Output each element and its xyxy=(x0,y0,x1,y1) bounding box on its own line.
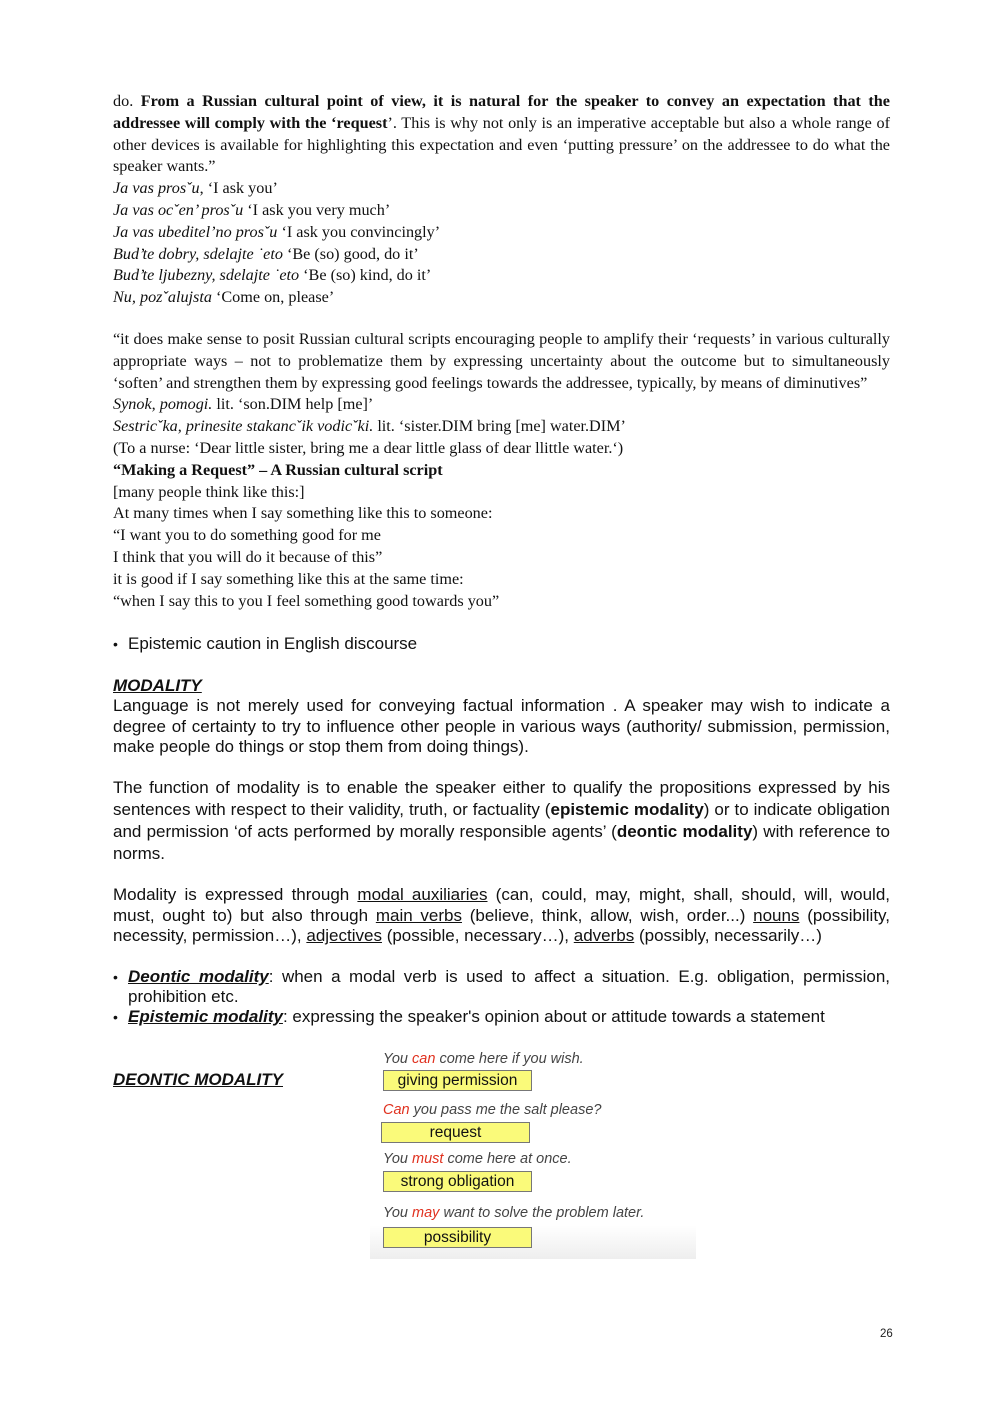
diminutive-gloss: lit. ‘sister.DIM bring [me] water.DIM’ xyxy=(373,417,626,436)
example-russian: Ja vas ocˇen’ prosˇu xyxy=(113,200,244,219)
nurse-translation: (To a nurse: ‘Dear little sister, bring me a dear little glass of dear llittle water.‘) xyxy=(113,438,624,457)
bullet-dot-icon: • xyxy=(113,1009,118,1026)
modal-verb: Can xyxy=(383,1101,410,1118)
script-title-text: “Making a Request” – A Russian cultural script xyxy=(113,460,443,479)
example-russian: Bud’te dobry, sdelajte ˙eto xyxy=(113,244,283,263)
sentence-text: You xyxy=(383,1050,413,1067)
p2-deontic-term: deontic modality xyxy=(616,822,753,842)
p3-text: (possibly, necessarily…) xyxy=(634,926,822,946)
example-gloss: ‘I ask you very much’ xyxy=(243,200,391,219)
function-tag: strong obligation xyxy=(383,1171,532,1192)
modality-paragraph-3 xyxy=(113,885,890,946)
script-title xyxy=(113,460,890,482)
example-sentence xyxy=(383,1051,584,1067)
diminutive-russian: Synok, pomogi. xyxy=(113,395,213,414)
spacer xyxy=(113,1028,890,1048)
bullet-dot-icon: • xyxy=(113,636,118,653)
example-line xyxy=(113,287,890,309)
example-russian: Bud’te ljubezny, sdelajte ˙eto xyxy=(113,266,300,285)
intro-rest: ’. This is why not only is an imperative acceptable but also a whole range of other devices is available for highlighting this expectation and even ‘putting pressure’ on the addressee to do what the speaker wants.” xyxy=(113,113,890,176)
example-line xyxy=(113,178,890,200)
function-tag: giving permission xyxy=(383,1070,532,1091)
modal-verb: may xyxy=(412,1204,440,1221)
spacer xyxy=(113,947,890,967)
p3-text: (believe, think, allow, wish, order...) xyxy=(461,905,754,925)
p3-modal-auxiliaries: modal auxiliaries xyxy=(357,885,488,905)
function-tag: possibility xyxy=(383,1227,532,1248)
example-gloss: ‘Be (so) good, do it’ xyxy=(282,244,419,263)
sentence-text: come here if you wish. xyxy=(435,1050,584,1067)
sentence-text: you pass me the salt please? xyxy=(409,1101,602,1118)
script-line: “when I say this to you I feel something good towards you” xyxy=(113,591,500,610)
spacer xyxy=(113,612,890,634)
p2-text: ) with reference to norms. xyxy=(113,822,890,864)
modal-verb: must xyxy=(412,1150,444,1167)
p3-nouns: nouns xyxy=(753,905,800,925)
example-gloss: ‘I ask you convincingly’ xyxy=(277,222,441,241)
cultural-scripts-quote: “it does make sense to posit Russian cultural scripts encouraging people to amplify their ‘requests’ in various culturally appropriate ways – not to problematize them by expressing uncertainty about the outcome but to simultaneously ‘soften’ and strengthen them by expressing good feelings towards the addressee, typically, by means of diminutives” xyxy=(113,329,890,392)
intro-bold-claim: From a Russian cultural point of view, it is natural for the speaker to convey an expectation that the addressee will comply with the ‘request xyxy=(113,92,890,132)
script-line: it is good if I say something like this at the same time: xyxy=(113,569,464,588)
deontic-examples-figure xyxy=(370,1048,696,1259)
spacer xyxy=(113,757,890,777)
p3-text: (can, could, may, might, shall, should, will, would, must, ought to) but also through xyxy=(113,885,890,925)
p3-text: Modality is expressed through xyxy=(113,885,358,905)
script-line: “I want you to do something good for me xyxy=(113,526,381,545)
bullet-text: Epistemic caution in English discourse xyxy=(128,634,418,654)
diminutive-example xyxy=(113,416,890,438)
example-gloss: ‘Be (so) kind, do it’ xyxy=(299,266,432,285)
spacer xyxy=(113,865,890,885)
function-tag: request xyxy=(381,1122,530,1143)
example-sentence xyxy=(383,1205,644,1221)
deontic-definition: : when a modal verb is used to affect a situation. E.g. obligation, permission, prohibition etc. xyxy=(128,966,890,1006)
deontic-heading: DEONTIC MODALITY xyxy=(113,1069,283,1089)
example-russian: Nu, pozˇalujsta xyxy=(113,288,212,307)
p3-adjectives: adjectives xyxy=(306,926,382,946)
sentence-text: You xyxy=(383,1204,413,1221)
bullet-deontic-modality xyxy=(113,967,890,1008)
example-line xyxy=(113,244,890,266)
intro-lead: do. xyxy=(113,92,141,110)
epistemic-term: Epistemic modality xyxy=(128,1007,283,1027)
example-russian: Ja vas ubeditel’no prosˇu xyxy=(113,222,278,241)
example-line xyxy=(113,222,890,244)
example-gloss: , ‘I ask you’ xyxy=(199,179,278,198)
script-line: At many times when I say something like this to someone: xyxy=(113,504,493,523)
p3-main-verbs: main verbs xyxy=(375,905,462,925)
script-line: I think that you will do it because of this” xyxy=(113,547,383,566)
bullet-epistemic-caution xyxy=(113,634,890,654)
p2-epistemic-term: epistemic modality xyxy=(550,800,704,820)
script-line: [many people think like this:] xyxy=(113,482,305,501)
modality-paragraph-1: Language is not merely used for conveying factual information . A speaker may wish to indicate a degree of certainty to try to influence other people in various ways (authority/ submission, permission, make people do things or stop them from doing things). xyxy=(113,696,890,756)
intro-paragraph xyxy=(113,91,890,178)
diminutive-example xyxy=(113,394,890,416)
example-line xyxy=(113,200,890,222)
modality-heading: MODALITY xyxy=(113,675,202,695)
example-sentence xyxy=(383,1151,572,1167)
p2-text: ) or to indicate obligation and permission ‘of acts performed by morally responsible agents’ ( xyxy=(113,800,890,842)
page-number: 26 xyxy=(880,1328,893,1340)
bullet-epistemic-modality xyxy=(113,1007,890,1027)
epistemic-definition: : expressing the speaker's opinion about or attitude towards a statement xyxy=(282,1007,825,1027)
cultural-script xyxy=(113,482,890,613)
p3-adverbs: adverbs xyxy=(573,926,635,946)
modality-paragraph-2 xyxy=(113,777,890,865)
spacer xyxy=(113,309,890,329)
example-line xyxy=(113,265,890,287)
diminutive-russian: Sestricˇka, prinesite stakancˇik vodicˇki. xyxy=(113,417,374,436)
modal-verb: can xyxy=(412,1050,436,1067)
deontic-section xyxy=(113,1048,890,1263)
bullet-dot-icon: • xyxy=(113,968,118,985)
document-page xyxy=(113,91,890,1263)
sentence-text: want to solve the problem later. xyxy=(439,1204,645,1221)
p2-text: The function of modality is to enable the speaker either to qualify the propositions expressed by his sentences with respect to their validity, truth, or factuality ( xyxy=(113,778,890,820)
example-russian: Ja vas prosˇu xyxy=(113,179,200,198)
spacer xyxy=(113,655,890,676)
sentence-text: come here at once. xyxy=(443,1150,572,1167)
p3-text: (possible, necessary…), xyxy=(381,926,574,946)
p3-text: (possibility, necessity, permission…), xyxy=(113,905,891,946)
example-sentence xyxy=(383,1102,601,1118)
deontic-term: Deontic modality xyxy=(128,966,269,986)
sentence-text: You xyxy=(383,1150,413,1167)
russian-examples xyxy=(113,178,890,309)
example-gloss: ‘Come on, please’ xyxy=(211,288,335,307)
diminutive-gloss: lit. ‘son.DIM help [me]’ xyxy=(212,395,374,414)
